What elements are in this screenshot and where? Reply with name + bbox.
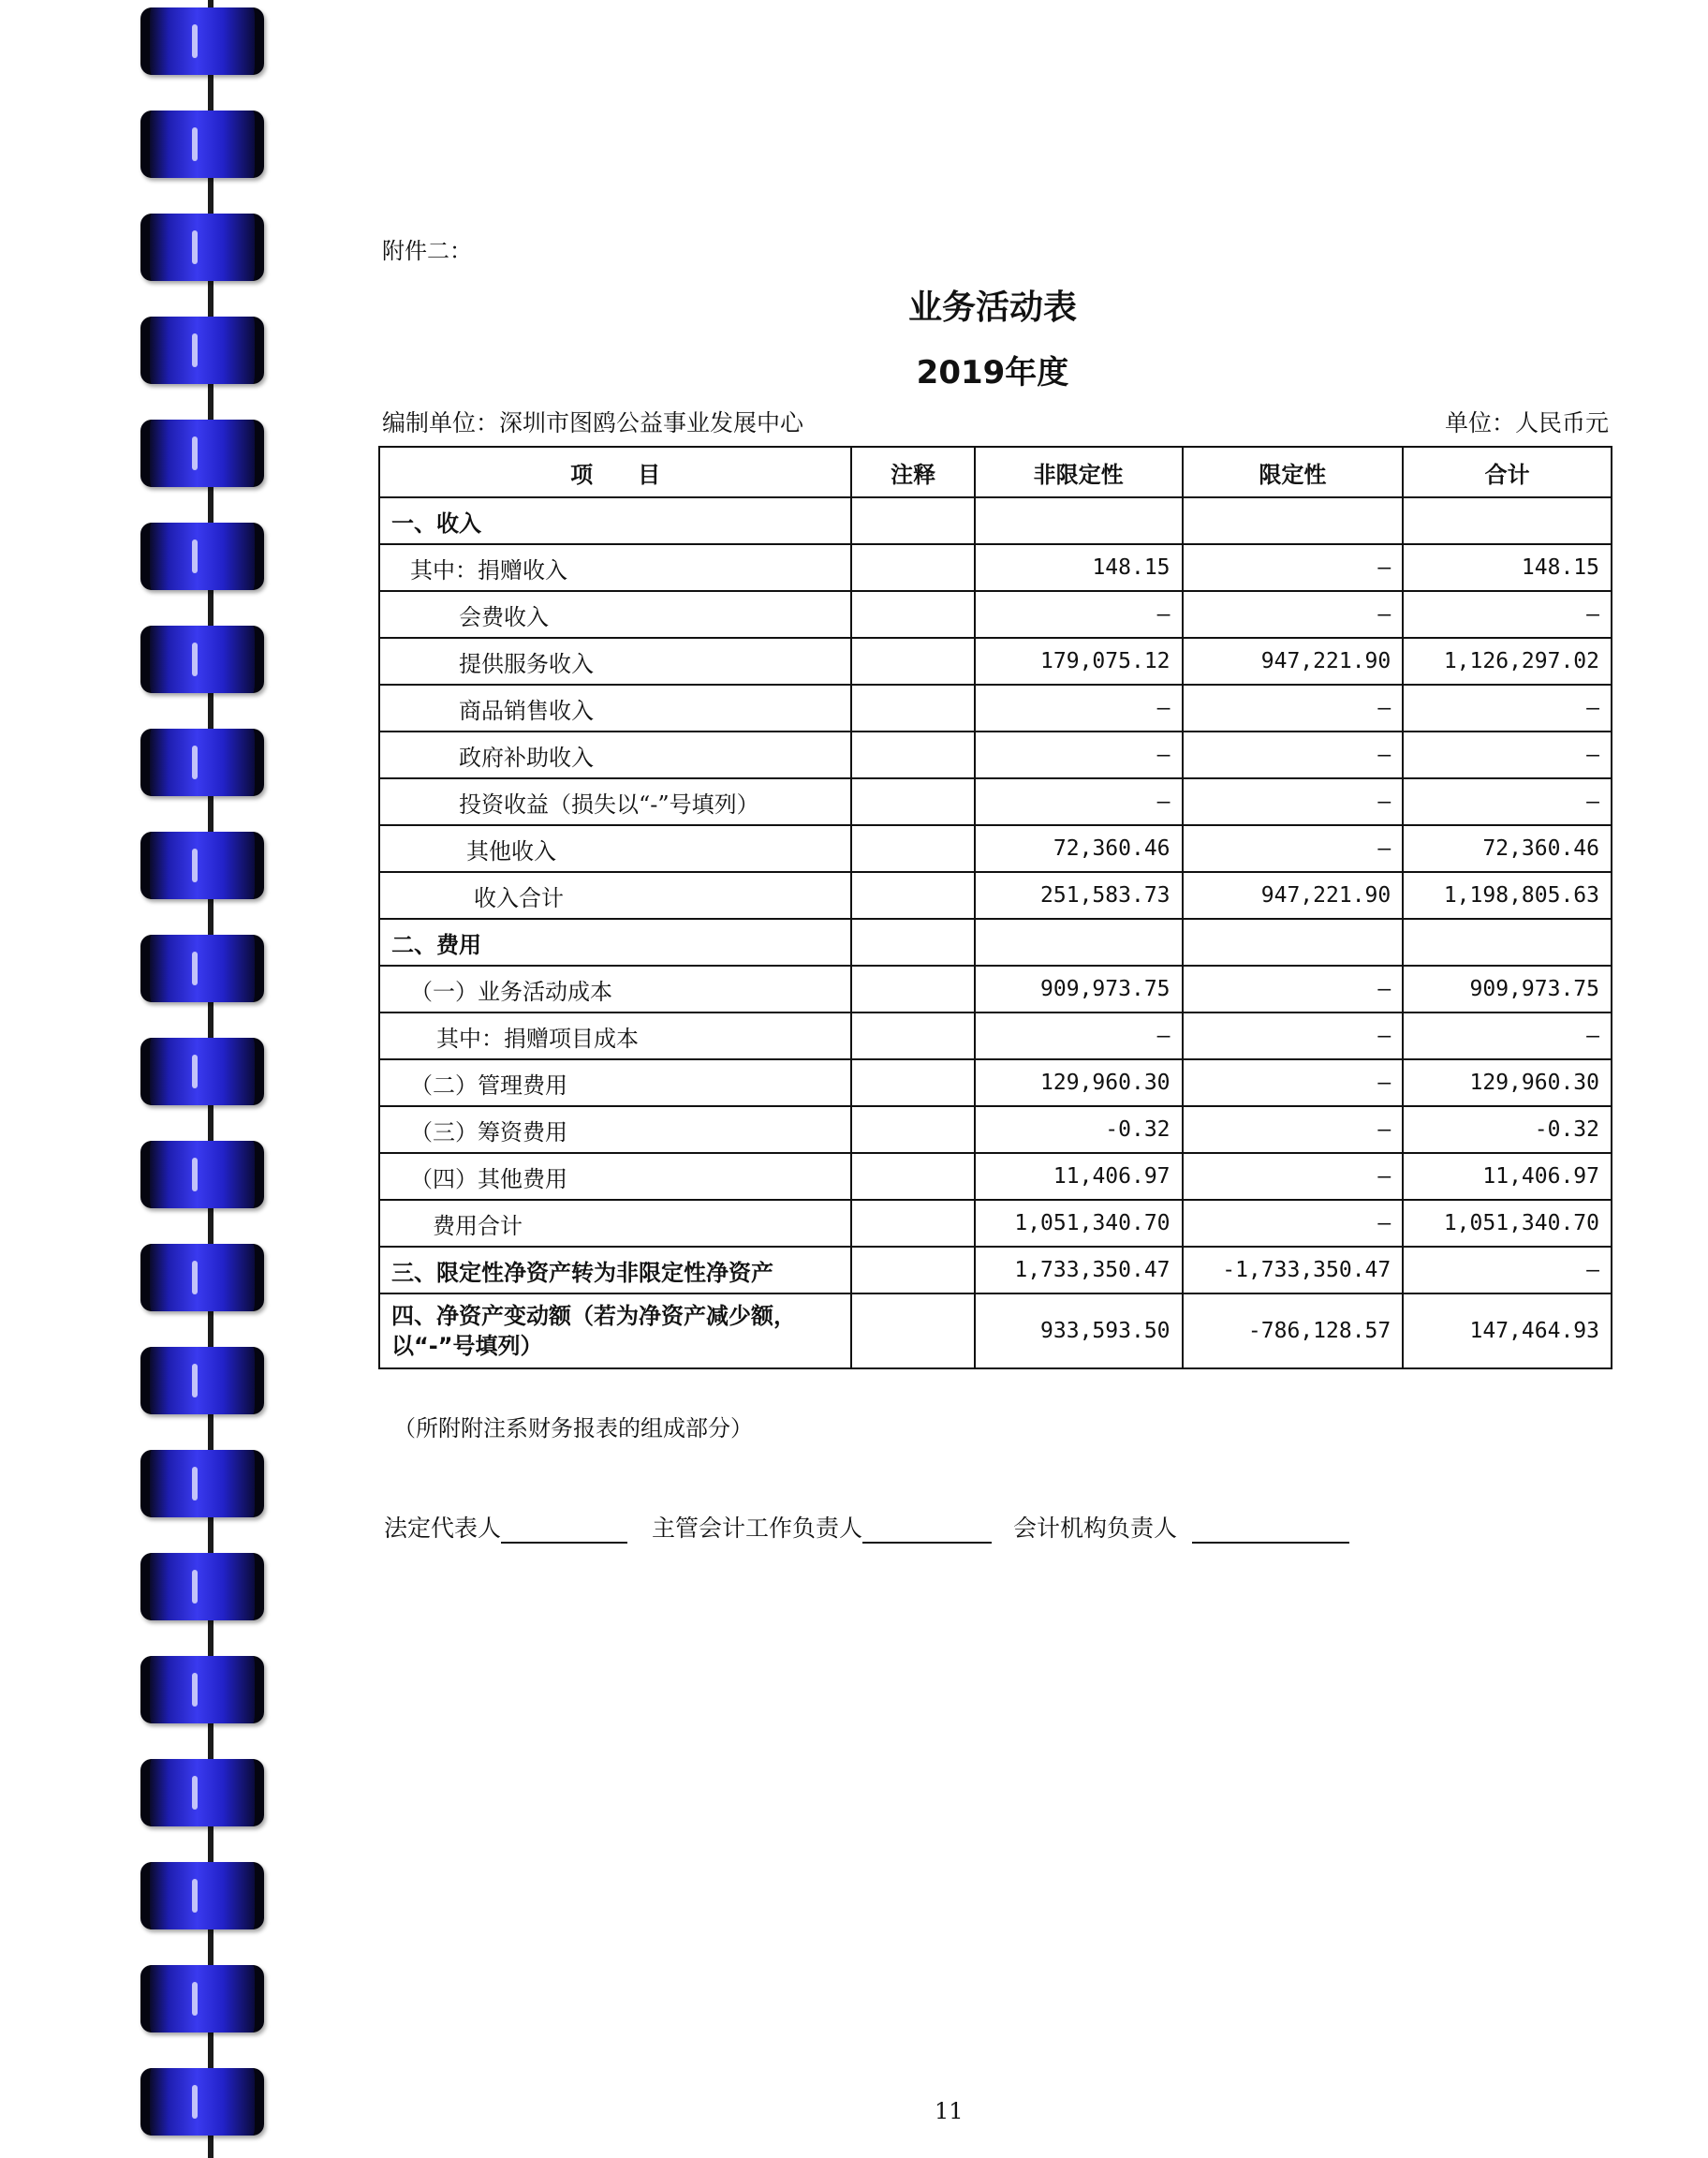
row-total: 909,973.75 (1403, 966, 1612, 1012)
row-unrestricted: 933,593.50 (975, 1293, 1183, 1368)
row-note (851, 732, 974, 778)
row-total: – (1403, 685, 1612, 732)
row-item: （一）业务活动成本 (379, 966, 851, 1012)
signature-label: 主管会计工作负责人 (652, 1515, 863, 1542)
row-item: 投资收益（损失以“-”号填列） (379, 778, 851, 825)
footnote: （所附附注系财务报表的组成部分） (393, 1415, 753, 1441)
row-item: 一、收入 (379, 497, 851, 544)
table-row (379, 1247, 1612, 1293)
table-row (379, 919, 1612, 966)
row-unrestricted: – (975, 1012, 1183, 1059)
table-row (379, 825, 1612, 872)
table-row (379, 685, 1612, 732)
row-note (851, 1200, 974, 1247)
row-note (851, 872, 974, 919)
signature-line (1192, 1519, 1349, 1544)
row-restricted: – (1183, 544, 1404, 591)
row-restricted: – (1183, 591, 1404, 638)
row-total: 129,960.30 (1403, 1059, 1612, 1106)
table-row (379, 1293, 1612, 1368)
attachment-label: 附件二： (382, 238, 472, 264)
row-total: 1,198,805.63 (1403, 872, 1612, 919)
table-header-row (379, 447, 1612, 497)
table-row (379, 872, 1612, 919)
row-unrestricted: 1,051,340.70 (975, 1200, 1183, 1247)
table-row (379, 1200, 1612, 1247)
row-item: 收入合计 (379, 872, 851, 919)
header-total: 合计 (1403, 447, 1612, 497)
row-unrestricted: 129,960.30 (975, 1059, 1183, 1106)
row-note (851, 825, 974, 872)
signature-legal-rep (384, 1510, 627, 1544)
row-total: – (1403, 1247, 1612, 1293)
row-unrestricted (975, 497, 1183, 544)
row-item: 其他收入 (379, 825, 851, 872)
table-row (379, 778, 1612, 825)
row-restricted: – (1183, 825, 1404, 872)
row-item: 二、费用 (379, 919, 851, 966)
row-unrestricted: 148.15 (975, 544, 1183, 591)
row-restricted: 947,221.90 (1183, 638, 1404, 685)
row-restricted: – (1183, 685, 1404, 732)
header-note: 注释 (851, 447, 974, 497)
row-unrestricted: – (975, 732, 1183, 778)
table-row (379, 732, 1612, 778)
row-item: 其中：捐赠收入 (379, 544, 851, 591)
row-note (851, 685, 974, 732)
row-restricted: – (1183, 732, 1404, 778)
row-total: -0.32 (1403, 1106, 1612, 1153)
row-note (851, 1059, 974, 1106)
row-note (851, 1012, 974, 1059)
signature-label: 会计机构负责人 (1013, 1515, 1178, 1542)
row-item: 四、净资产变动额（若为净资产减少额，以“-”号填列） (379, 1293, 851, 1368)
row-restricted: – (1183, 1106, 1404, 1153)
table-row (379, 638, 1612, 685)
row-total: – (1403, 732, 1612, 778)
row-restricted: – (1183, 1059, 1404, 1106)
document-title: 业务活动表 (907, 288, 1077, 327)
row-unrestricted: – (975, 591, 1183, 638)
row-restricted: -1,733,350.47 (1183, 1247, 1404, 1293)
row-note (851, 591, 974, 638)
row-item: （三）筹资费用 (379, 1106, 851, 1153)
row-note (851, 638, 974, 685)
organization-label: 编制单位：深圳市图鸥公益事业发展中心 (382, 409, 804, 436)
row-unrestricted: – (975, 778, 1183, 825)
row-unrestricted (975, 919, 1183, 966)
row-total: 147,464.93 (1403, 1293, 1612, 1368)
row-item: 提供服务收入 (379, 638, 851, 685)
row-restricted: – (1183, 1153, 1404, 1200)
header-restricted: 限定性 (1183, 447, 1404, 497)
row-restricted: – (1183, 778, 1404, 825)
row-note (851, 1153, 974, 1200)
row-restricted: – (1183, 1012, 1404, 1059)
row-note (851, 919, 974, 966)
row-unrestricted: 72,360.46 (975, 825, 1183, 872)
table-row (379, 591, 1612, 638)
row-total: 72,360.46 (1403, 825, 1612, 872)
row-restricted: – (1183, 1200, 1404, 1247)
table-row (379, 497, 1612, 544)
row-note (851, 544, 974, 591)
signature-chief-accountant (652, 1510, 992, 1544)
row-item: （二）管理费用 (379, 1059, 851, 1106)
row-note (851, 1247, 974, 1293)
row-item: 会费收入 (379, 591, 851, 638)
row-unrestricted: 1,733,350.47 (975, 1247, 1183, 1293)
row-restricted: 947,221.90 (1183, 872, 1404, 919)
row-note (851, 1293, 974, 1368)
row-restricted: -786,128.57 (1183, 1293, 1404, 1368)
table-row (379, 544, 1612, 591)
row-restricted: – (1183, 966, 1404, 1012)
row-item: 三、限定性净资产转为非限定性净资产 (379, 1247, 851, 1293)
header-item: 项 目 (379, 447, 851, 497)
row-item: 政府补助收入 (379, 732, 851, 778)
table-row (379, 1106, 1612, 1153)
row-total: 11,406.97 (1403, 1153, 1612, 1200)
row-total: 148.15 (1403, 544, 1612, 591)
table-row (379, 966, 1612, 1012)
currency-label: 单位：人民币元 (1444, 409, 1609, 436)
table-row (379, 1153, 1612, 1200)
row-total: – (1403, 591, 1612, 638)
row-note (851, 497, 974, 544)
row-unrestricted: 909,973.75 (975, 966, 1183, 1012)
row-total: 1,126,297.02 (1403, 638, 1612, 685)
row-unrestricted: 179,075.12 (975, 638, 1183, 685)
row-total (1403, 919, 1612, 966)
row-note (851, 1106, 974, 1153)
business-activity-table (378, 446, 1612, 1369)
signature-label: 法定代表人 (384, 1515, 502, 1542)
row-unrestricted: 11,406.97 (975, 1153, 1183, 1200)
row-item: 商品销售收入 (379, 685, 851, 732)
row-note (851, 966, 974, 1012)
row-total: – (1403, 778, 1612, 825)
page-number: 11 (935, 2098, 964, 2124)
table-row (379, 1059, 1612, 1106)
signature-accounting-head (1013, 1510, 1349, 1544)
row-item: （四）其他费用 (379, 1153, 851, 1200)
report-year: 2019年度 (916, 354, 1069, 392)
row-total (1403, 497, 1612, 544)
row-unrestricted: – (975, 685, 1183, 732)
row-restricted (1183, 497, 1404, 544)
row-unrestricted: 251,583.73 (975, 872, 1183, 919)
row-note (851, 778, 974, 825)
header-unrestricted: 非限定性 (975, 447, 1183, 497)
row-total: – (1403, 1012, 1612, 1059)
row-item: 费用合计 (379, 1200, 851, 1247)
row-restricted (1183, 919, 1404, 966)
signature-line (501, 1519, 627, 1544)
row-total: 1,051,340.70 (1403, 1200, 1612, 1247)
row-unrestricted: -0.32 (975, 1106, 1183, 1153)
signature-line (862, 1519, 992, 1544)
table-row (379, 1012, 1612, 1059)
row-item: 其中：捐赠项目成本 (379, 1012, 851, 1059)
